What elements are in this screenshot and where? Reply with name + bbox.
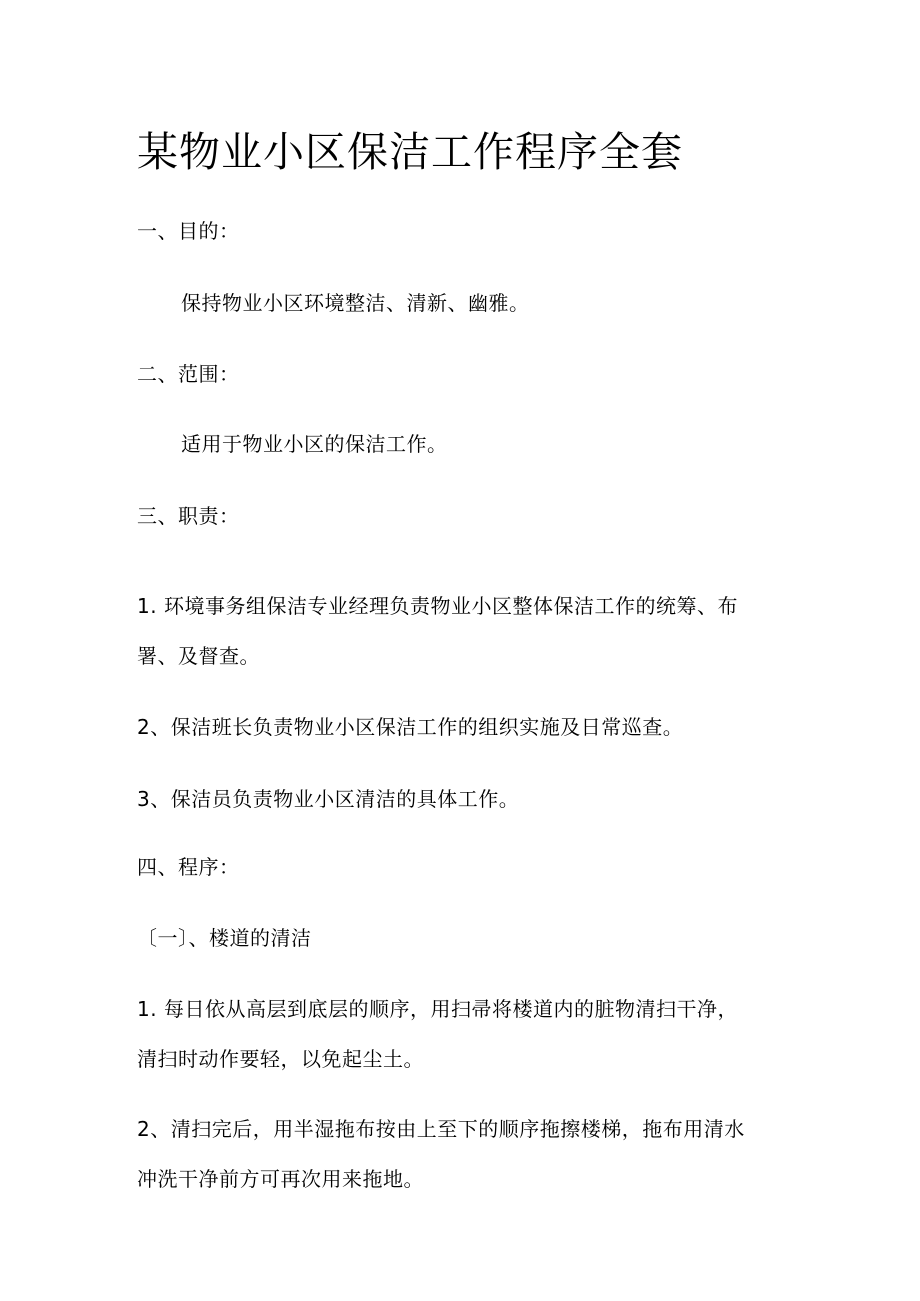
section-heading-procedure: 四、程序：: [137, 855, 240, 879]
duty-1-line-1: 1. 环境事务组保洁专业经理负责物业小区整体保洁工作的统筹、布: [137, 594, 738, 618]
scope-text: 适用于物业小区的保洁工作。: [181, 432, 448, 456]
section-heading-duties: 三、职责：: [137, 504, 240, 528]
step-2-line-1: 2、清扫完后，用半湿拖布按由上至下的顺序拖擦楼梯，拖布用清水: [137, 1117, 745, 1141]
subsection-heading-stairway-cleaning: 〔一〕、楼道的清洁: [137, 926, 312, 950]
section-heading-scope: 二、范围：: [137, 362, 240, 386]
duty-3: 3、保洁员负责物业小区清洁的具体工作。: [137, 787, 520, 811]
step-2-line-2: 冲洗干净前方可再次用来拖地。: [137, 1167, 424, 1191]
duty-2: 2、保洁班长负责物业小区保洁工作的组织实施及日常巡查。: [137, 715, 684, 739]
purpose-text: 保持物业小区环境整洁、清新、幽雅。: [181, 291, 530, 315]
step-1-line-2: 清扫时动作要轻，以免起尘土。: [137, 1047, 424, 1071]
step-1-line-1: 1. 每日依从高层到底层的顺序，用扫帚将楼道内的脏物清扫干净，: [137, 997, 738, 1021]
duty-1-line-2: 署、及督查。: [137, 644, 260, 668]
document-title: 某物业小区保洁工作程序全套: [137, 128, 683, 176]
section-heading-purpose: 一、目的：: [137, 219, 240, 243]
